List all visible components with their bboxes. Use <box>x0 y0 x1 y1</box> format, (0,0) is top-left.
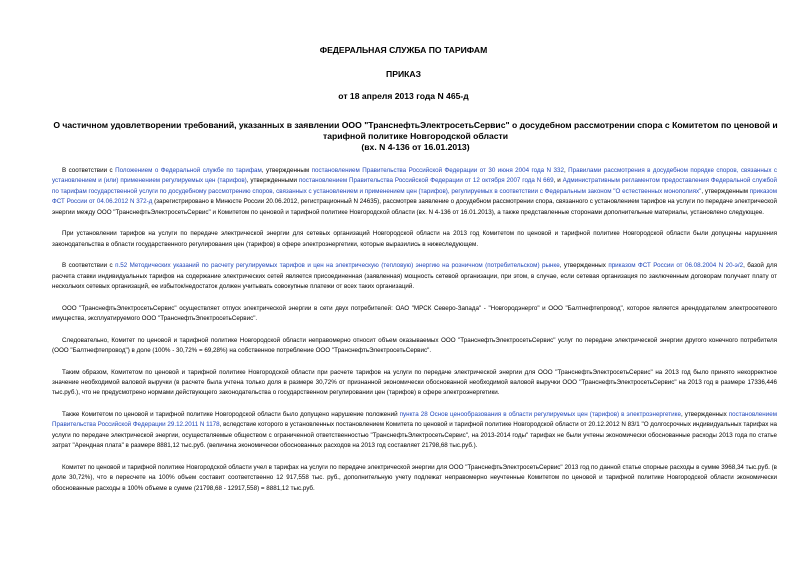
text-run: , утвержденных <box>559 262 609 270</box>
paragraph-2: При установлении тарифов на услуги по передаче электрической энергии для сетевых организаций Новгородской области на 2013 год Комитетом по ценовой и тарифной политике Новгородской области были допущены нарушения законодательства в области государственного регулирования цен (тарифов) в сфере электроэнергетики, которые выразились в нижеследующем. <box>52 230 777 248</box>
link-resolution-669[interactable]: постановлением Правительства Российской Федерации от 12 октября 2007 года N 669 <box>298 177 554 185</box>
text-run: , базой для расчета ставки индивидуальных тарифов на содержание электрических сетей является присоединенная (заявленная) мощность сетевой организации, при этом, в случае, если сетевая организация по заключенным договорам получает плату от нескольких сетевых организаций, ее избыток/недостаток должен учитывать совокупные платежи от всех таких организаций. <box>52 262 777 291</box>
text-run: В соответствии с <box>62 167 116 174</box>
text-run: В соответствии с <box>62 262 116 270</box>
paragraph-1 <box>52 166 777 218</box>
link-pricing-basics-p28[interactable]: пункта 28 Основ ценообразования в области регулируемых цен (тарифов) в электроэнергетике <box>399 411 681 419</box>
text-run: Также Комитетом по ценовой и тарифной политике Новгородской области было допущено нарушение положений <box>62 411 400 419</box>
link-order-20-e2[interactable]: приказом ФСТ России от 06.08.2004 N 20-э/2 <box>608 262 744 270</box>
link-admin-reglament[interactable]: Административным регламентом предоставления Федеральной службой по тарифам государственной услуги по досудебному рассмотрению споров, связанных с установлением и применением цен (тарифов), регулируемых в соответствии с Федеральным законом "О естественных монополиях" <box>52 177 778 195</box>
text-run: , <box>563 167 569 174</box>
text-run: , утвержденным <box>701 187 750 195</box>
document-title-sub: (вх. N 4-136 от 16.01.2013) <box>361 142 470 153</box>
link-order-372[interactable]: приказом ФСТ России от 04.06.2012 N 372-д <box>52 187 777 206</box>
text-run: , вследствие которого в установленных постановлением Комитета по ценовой и тарифной политике Новгородской области от 20.12.2012 N 83/1 "О долгосрочных индивидуальных тарифах на услуги по передаче электрической энергии, осуществляемые обществом с ограниченной ответственностью "ТранснефтьЭлектросетьСервис", на 2013-2014 годы" тарифах не были учтены экономически обоснованные расходы 2013 года по статье затрат "Арендная плата" в размере 8881,12 тыс.руб. (величина экономически обоснованных расходов на 2013 год составляет 21798,68 тыс.руб.). <box>52 421 777 450</box>
paragraph-7 <box>52 410 777 452</box>
link-dispute-rules[interactable]: Правилами рассмотрения в досудебном порядке споров, связанных с установлением и (или) применением регулируемых цен (тарифов) <box>52 167 778 185</box>
paragraph-5: Следовательно, Комитет по ценовой и тарифной политике Новгородской области неправомерно относит объем оказываемых ООО "ТранснефтьЭлектросетьСервис" услуг по передаче электрической энергии другого конечного потребителя (ООО "Балтнефтепровод") в доле (100% - 30,72% = 69,28%) на собственное потребление ООО "ТранснефтьЭлектросетьСервис". <box>52 336 777 355</box>
agency-name: ФЕДЕРАЛЬНАЯ СЛУЖБА ПО ТАРИФАМ <box>319 45 488 55</box>
text-run: , утвержденных <box>680 411 729 419</box>
link-methodical-p52[interactable]: п.52 Методических указаний по расчету регулируемых тарифов и цен на электрическую (тепловую) энергию на розничном (потребительском) рынке <box>115 262 560 270</box>
document-type: ПРИКАЗ <box>386 69 421 79</box>
text-run: , утвержденным <box>261 167 312 174</box>
document-title <box>44 120 787 154</box>
paragraph-8: Комитет по ценовой и тарифной политике Новгородской области учел в тарифах на услуги по передаче электрической энергии для ООО "ТранснефтьЭлектросетьСервис" 2013 год по данной статье спорные расходы в сумме 3968,34 тыс.руб. (в доле 30,72%), что в пересчете на 100% объем составит соответственно 12 917,558 тыс. руб., дополнительную учету подлежат неправомерно неучтенные Комитетом по ценовой и тарифной политике Новгородской области экономически обоснованные расходы в 100% объеме в сумме (21798,68 - 12917,558) = 8881,12 тыс.руб. <box>52 463 777 492</box>
document-title-main: О частичном удовлетворении требований, указанных в заявлении ООО "ТранснефтьЭлектросетьСервис" о досудебном рассмотрении спора с Комитетом по ценовой и тарифной политике Новгородской области <box>53 120 778 142</box>
paragraph-4: ООО "ТранснефтьЭлектросетьСервис" осуществляет отпуск электрической энергии в сети двух потребителей: ОАО "МРСК Северо-Запада" - "Новгородэнерго" и ООО "Балтнефтепровод", которое является арендодателем электросетевого имущества, эксплуатируемого ООО "ТранснефтьЭлектросетьСервис". <box>52 304 777 323</box>
document-body <box>52 166 777 505</box>
paragraph-3 <box>52 261 777 292</box>
text-run: , утвержденными <box>246 177 299 185</box>
link-fst-regulation[interactable]: Положением о Федеральной службе по тарифам <box>115 167 262 174</box>
document-date-number: от 18 апреля 2013 года N 465-д <box>338 91 469 101</box>
link-resolution-332[interactable]: постановлением Правительства Российской Федерации от 30 июня 2004 года N 332 <box>311 167 564 174</box>
link-resolution-1178[interactable]: постановлением Правительства Российской Федерации 29.12.2011 N 1178 <box>52 411 777 429</box>
text-run: , и <box>553 177 563 185</box>
paragraph-6: Таким образом, Комитетом по ценовой и тарифной политике Новгородской области при расчете тарифов на услуги по передаче электрической энергии для ООО "ТранснефтьЭлектросетьСервис" на 2013 год было принято некорректное значение необходимой валовой выручки (в расчете была учтена только доля в размере 30,72% от признанной экономически обоснованной необходимой валовой выручки ООО "ТранснефтьЭлектросетьСервис" на 2013 год в размере 17336,446 тыс.руб.), что не предусмотрено нормами действующего законодательства о государственном регулировании цен (тарифов) в сфере электроэнергетики. <box>52 368 777 397</box>
text-run: (зарегистрировано в Минюсте России 20.06.2012, регистрационный N 24635), рассмотрев заявление о досудебном рассмотрении спора, связанного с установлением тарифов на услуги по передаче электрической энергии между ООО "ТранснефтьЭлектросетьСервис" и Комитетом по ценовой и тарифной политике Новгородской области (вх. N 4-136 от 16.01.2013), а также представленные сторонами дополнительные материалы, установлено следующее. <box>52 198 777 216</box>
